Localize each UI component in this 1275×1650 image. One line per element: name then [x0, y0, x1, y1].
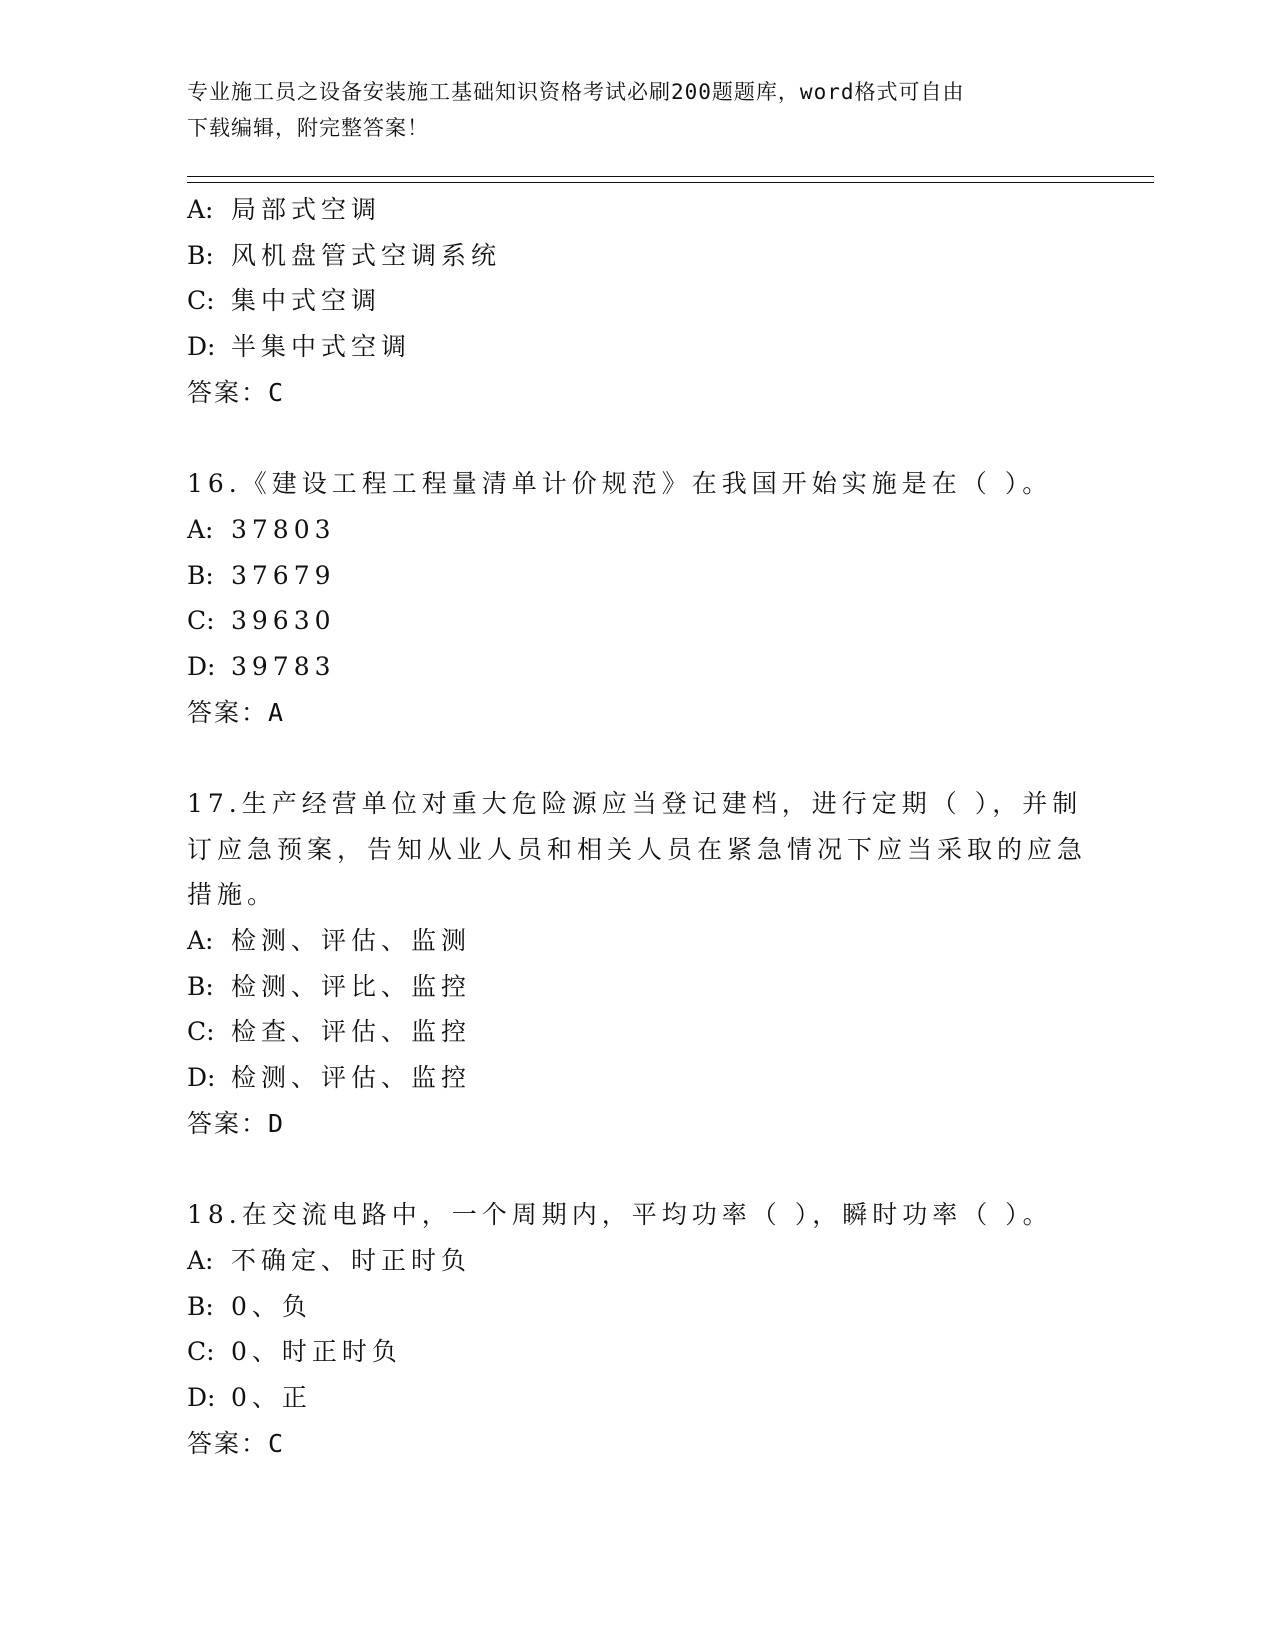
option-label: C: [187, 606, 215, 636]
option-text: 检测、评比、监控 [231, 971, 472, 1001]
answer-label: 答案： [187, 377, 269, 407]
question-block-18 [187, 1192, 1067, 1466]
question-list [187, 187, 1088, 1466]
option-text: 37679 [231, 560, 336, 590]
answer-line [187, 1421, 1067, 1467]
answer-value: C [268, 377, 284, 407]
option-text: 集中式空调 [231, 286, 382, 316]
option-label: C: [187, 1017, 215, 1047]
option-text: 检测、评估、监测 [231, 926, 472, 955]
option-a [187, 1238, 1067, 1284]
answer-line [187, 1101, 1067, 1147]
spacer [187, 1146, 1067, 1192]
option-text: 0、负 [231, 1291, 312, 1321]
option-label: D: [187, 1382, 216, 1412]
option-c [187, 1329, 1067, 1375]
option-text: 风机盘管式空调系统 [231, 240, 502, 270]
question-text: 18.在交流电路中，一个周期内，平均功率（ ），瞬时功率（ ）。 [187, 1200, 1053, 1230]
header-divider-bottom [187, 182, 1154, 183]
option-d [187, 324, 1067, 370]
answer-value: C [268, 1428, 284, 1458]
header-divider-top [187, 176, 1154, 177]
answer-label: 答案： [187, 697, 269, 727]
header-title-line-2: 下载编辑，附完整答案！ [187, 116, 429, 140]
answer-label: 答案： [187, 1428, 269, 1458]
answer-line [187, 370, 1067, 416]
option-label: A: [187, 514, 214, 544]
question-block-16 [187, 461, 1067, 735]
question-text: 订应急预案，告知从业人员和相关人员在紧急情况下应当采取的应急 [187, 834, 1088, 864]
question-block-17 [187, 781, 1088, 1147]
option-c [187, 1009, 1067, 1055]
option-label: D: [187, 332, 216, 362]
option-b [187, 1284, 1067, 1330]
option-text: 不确定、时正时负 [231, 1245, 472, 1275]
option-a [187, 187, 1067, 233]
option-a [187, 507, 1067, 553]
option-text: 39630 [231, 606, 336, 636]
option-label: D: [187, 651, 216, 681]
option-b [187, 964, 1067, 1010]
option-label: C: [187, 1337, 215, 1367]
question-block-15-continuation [187, 187, 1067, 415]
option-label: D: [187, 1063, 216, 1093]
option-text: 0、正 [231, 1382, 312, 1412]
option-text: 局部式空调 [231, 195, 382, 224]
option-label: A: [187, 926, 214, 955]
option-label: B: [187, 240, 214, 270]
answer-value: A [268, 697, 284, 727]
question-text: 17.生产经营单位对重大危险源应当登记建档，进行定期（ ），并制 [187, 788, 1083, 818]
answer-label: 答案： [187, 1108, 269, 1138]
option-text: 39783 [231, 651, 336, 681]
option-b [187, 553, 1067, 599]
option-label: A: [187, 195, 214, 224]
spacer [187, 735, 1067, 781]
spacer [187, 415, 1067, 461]
question-text: 措施。 [187, 880, 278, 910]
option-text: 检查、评估、监控 [231, 1017, 472, 1047]
option-label: B: [187, 1291, 214, 1321]
document-header [187, 74, 1067, 146]
option-d [187, 1055, 1067, 1101]
question-text: 16.《建设工程工程量清单计价规范》在我国开始实施是在（ ）。 [187, 469, 1053, 499]
header-title-line-1: 专业施工员之设备安装施工基础知识资格考试必刷200题题库，word格式可自由 [187, 80, 965, 104]
option-label: C: [187, 286, 215, 316]
option-label: B: [187, 971, 214, 1001]
option-text: 检测、评估、监控 [231, 1063, 472, 1093]
option-text: 37803 [231, 514, 336, 544]
option-b [187, 233, 1067, 279]
option-text: 0、时正时负 [231, 1337, 402, 1367]
option-c [187, 598, 1067, 644]
answer-line [187, 690, 1067, 736]
option-text: 半集中式空调 [231, 332, 412, 362]
option-a [187, 918, 1067, 964]
option-label: B: [187, 560, 214, 590]
option-c [187, 278, 1067, 324]
answer-value: D [268, 1108, 284, 1138]
option-label: A: [187, 1245, 214, 1275]
option-d [187, 1375, 1067, 1421]
option-d [187, 644, 1067, 690]
